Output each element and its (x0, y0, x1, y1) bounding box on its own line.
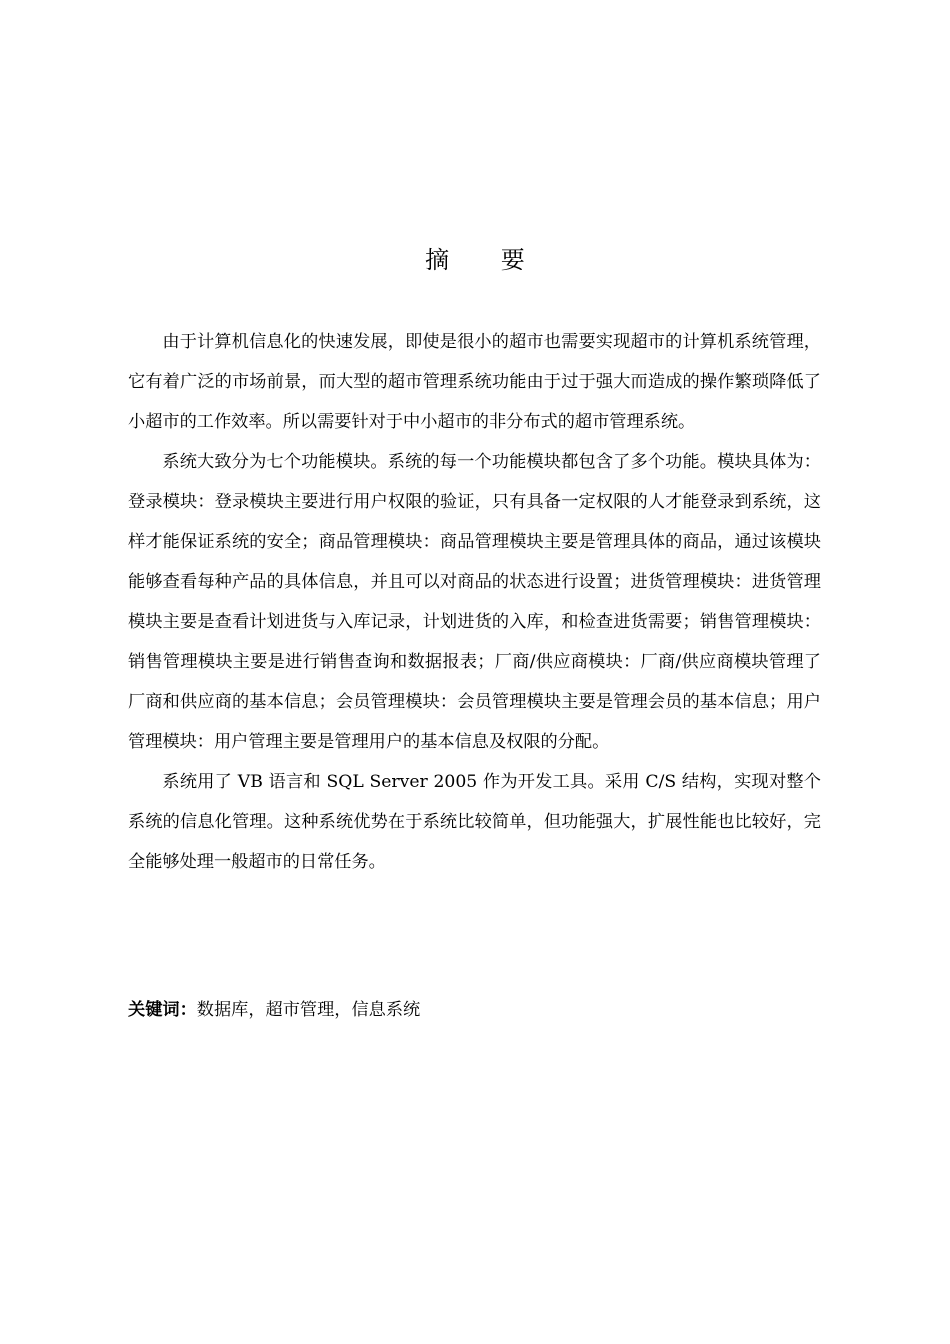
keywords-label: 关键词： (128, 1000, 197, 1020)
page-title: 摘 要 (425, 246, 547, 274)
keywords-line (128, 994, 821, 1026)
keywords-value: 数据库，超市管理，信息系统 (196, 1000, 421, 1020)
abstract-paragraph-1: 由于计算机信息化的快速发展，即使是很小的超市也需要实现超市的计算机系统管理，它有着广泛的市场前景，而大型的超市管理系统功能由于过于强大而造成的操作繁琐降低了小超市的工作效率。所以需要针对于中小超市的非分布式的超市管理系统。 (128, 332, 821, 432)
abstract-paragraph-3: 系统用了 VB 语言和 SQL Server 2005 作为开发工具。采用 C/S 结构，实现对整个系统的信息化管理。这种系统优势在于系统比较简单，但功能强大，扩展性能也比较好，完全能够处理一般超市的日常任务。 (128, 772, 821, 872)
abstract-paragraph-2: 系统大致分为七个功能模块。系统的每一个功能模块都包含了多个功能。模块具体为：登录模块：登录模块主要进行用户权限的验证，只有具备一定权限的人才能登录到系统，这样才能保证系统的安全；商品管理模块：商品管理模块主要是管理具体的商品，通过该模块能够查看每种产品的具体信息，并且可以对商品的状态进行设置；进货管理模块：进货管理模块主要是查看计划进货与入库记录，计划进货的入库，和检查进货需要；销售管理模块：销售管理模块主要是进行销售查询和数据报表；厂商/供应商模块：厂商/供应商模块管理了厂商和供应商的基本信息；会员管理模块：会员管理模块主要是管理会员的基本信息；用户管理模块：用户管理主要是管理用户的基本信息及权限的分配。 (128, 452, 821, 752)
abstract-body (128, 322, 821, 882)
